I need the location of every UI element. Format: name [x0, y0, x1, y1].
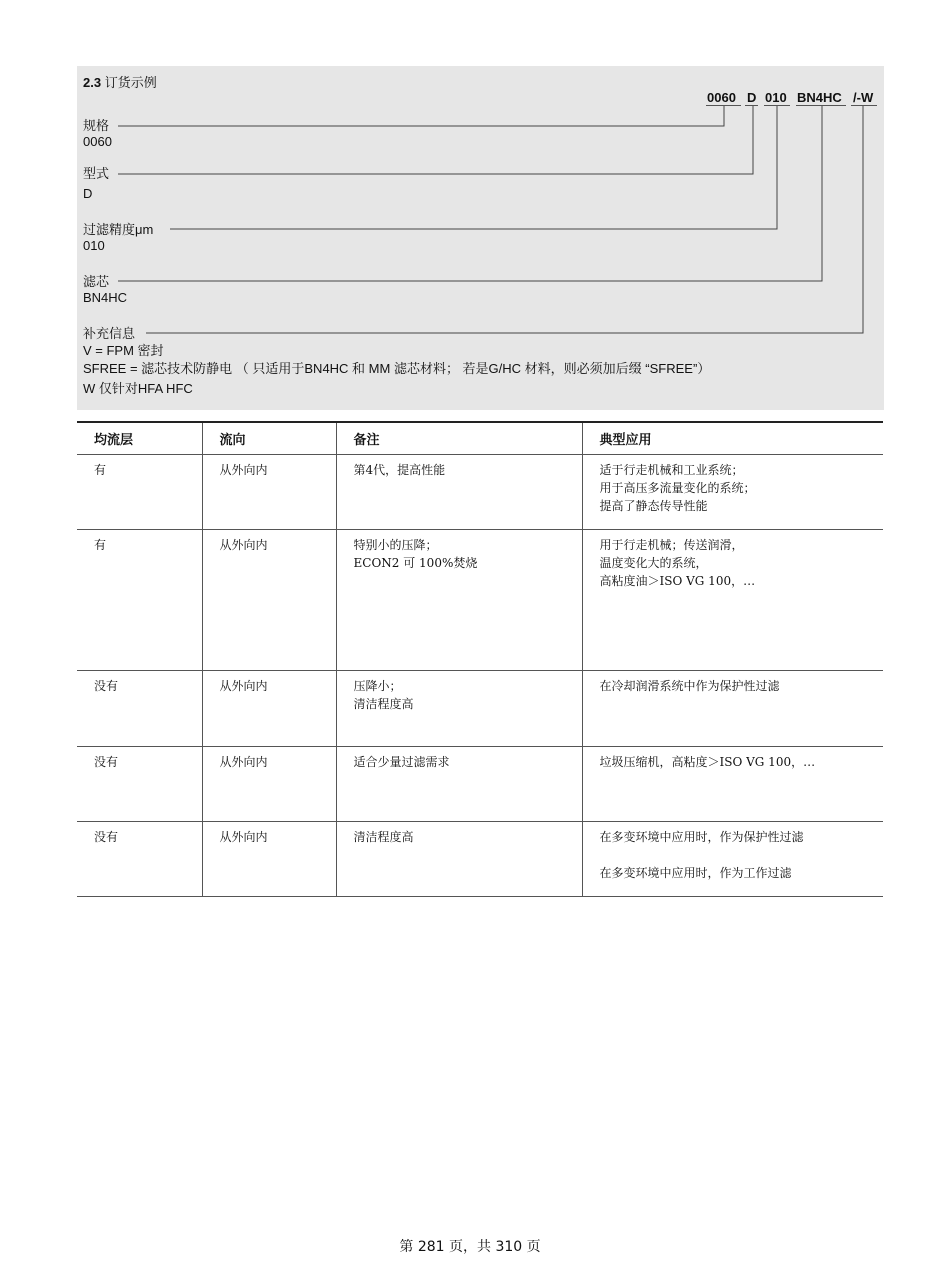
header-layer: 均流层 — [77, 422, 202, 455]
remark-line: 清洁程度高 — [353, 830, 414, 844]
cell-layer: 没有 — [77, 822, 202, 897]
cell-remarks — [336, 671, 582, 747]
cell-flow: 从外向内 — [202, 530, 336, 671]
header-remarks: 备注 — [336, 422, 582, 455]
remark-line: ECON2 可 100%焚烧 — [353, 556, 478, 570]
leader-line-size — [118, 106, 724, 126]
cell-applications — [582, 671, 883, 747]
field-value-rating: 010 — [83, 238, 105, 253]
cell-layer: 有 — [77, 455, 202, 530]
field-value-type: D — [83, 186, 93, 201]
supplement-note-w: W 仅针对HFA HFC — [83, 381, 193, 396]
remark-line: 压降小； — [353, 679, 402, 693]
cell-flow: 从外向内 — [202, 822, 336, 897]
application-line: 适于行走机械和工业系统； — [599, 463, 744, 477]
application-line: 在多变环境中应用时，作为工作过滤 — [599, 866, 792, 880]
table-row — [77, 671, 883, 747]
table-row — [77, 747, 883, 822]
cell-flow: 从外向内 — [202, 671, 336, 747]
cell-applications — [582, 455, 883, 530]
header-flow: 流向 — [202, 422, 336, 455]
section-title: 订货示例 — [104, 75, 157, 90]
cell-remarks — [336, 455, 582, 530]
field-value-size: 0060 — [83, 134, 112, 149]
field-label-rating: 过滤精度μm — [83, 222, 154, 237]
field-label-element: 滤芯 — [83, 274, 110, 289]
leader-line-rating — [170, 106, 777, 229]
cell-applications — [582, 822, 883, 897]
cell-flow: 从外向内 — [202, 747, 336, 822]
remark-line: 第4代，提高性能 — [353, 463, 446, 477]
field-value-element: BN4HC — [83, 290, 128, 305]
code-part-type: D — [747, 90, 757, 105]
field-label-supplement: 补充信息 — [83, 326, 136, 341]
leader-line-element — [118, 106, 822, 281]
cell-applications — [582, 747, 883, 822]
application-line: 在多变环境中应用时，作为保护性过滤 — [599, 830, 804, 844]
code-part-supplement: /-W — [853, 90, 874, 105]
table-row — [77, 822, 883, 897]
application-line: 在冷却润滑系统中作为保护性过滤 — [599, 679, 780, 693]
element-type-table — [77, 421, 883, 897]
supplement-note-sfree: SFREE = 滤芯技术防静电 （ 只适用于BN4HC 和 MM 滤芯材料； 若是G/HC 材料，则必须加后缀 “SFREE”） — [83, 361, 711, 376]
application-line: 提高了静态传导性能 — [599, 499, 708, 513]
page-footer: 第 281 页，共 310 页 — [399, 1239, 541, 1255]
field-label-size: 规格 — [83, 118, 110, 133]
leader-line-supplement — [146, 106, 863, 333]
code-part-rating: 010 — [765, 90, 787, 105]
remark-line: 清洁程度高 — [353, 697, 414, 711]
remark-line: 特别小的压降； — [353, 538, 438, 552]
cell-layer: 没有 — [77, 671, 202, 747]
table-header-row — [77, 422, 883, 455]
application-line: 温度变化大的系统， — [599, 556, 708, 570]
supplement-note-v: V = FPM 密封 — [83, 343, 164, 358]
remark-line: 适合少量过滤需求 — [353, 755, 450, 769]
application-line: 用于行走机械；传送润滑， — [599, 538, 744, 552]
cell-remarks — [336, 747, 582, 822]
cell-applications — [582, 530, 883, 671]
cell-flow: 从外向内 — [202, 455, 336, 530]
leader-line-type — [118, 106, 753, 174]
application-spacer — [600, 846, 884, 864]
table-row — [77, 455, 883, 530]
cell-layer: 没有 — [77, 747, 202, 822]
application-line: 垃圾压缩机，高粘度＞ISO VG 100，… — [599, 755, 816, 769]
field-label-type: 型式 — [83, 166, 110, 181]
application-line: 高粘度油＞ISO VG 100，… — [599, 574, 756, 588]
table-row — [77, 530, 883, 671]
cell-remarks — [336, 822, 582, 897]
code-part-element: BN4HC — [797, 90, 842, 105]
code-part-size: 0060 — [707, 90, 736, 105]
header-applications: 典型应用 — [582, 422, 883, 455]
application-line: 用于高压多流量变化的系统； — [599, 481, 756, 495]
cell-layer: 有 — [77, 530, 202, 671]
section-number: 2.3 — [83, 75, 102, 90]
cell-remarks — [336, 530, 582, 671]
